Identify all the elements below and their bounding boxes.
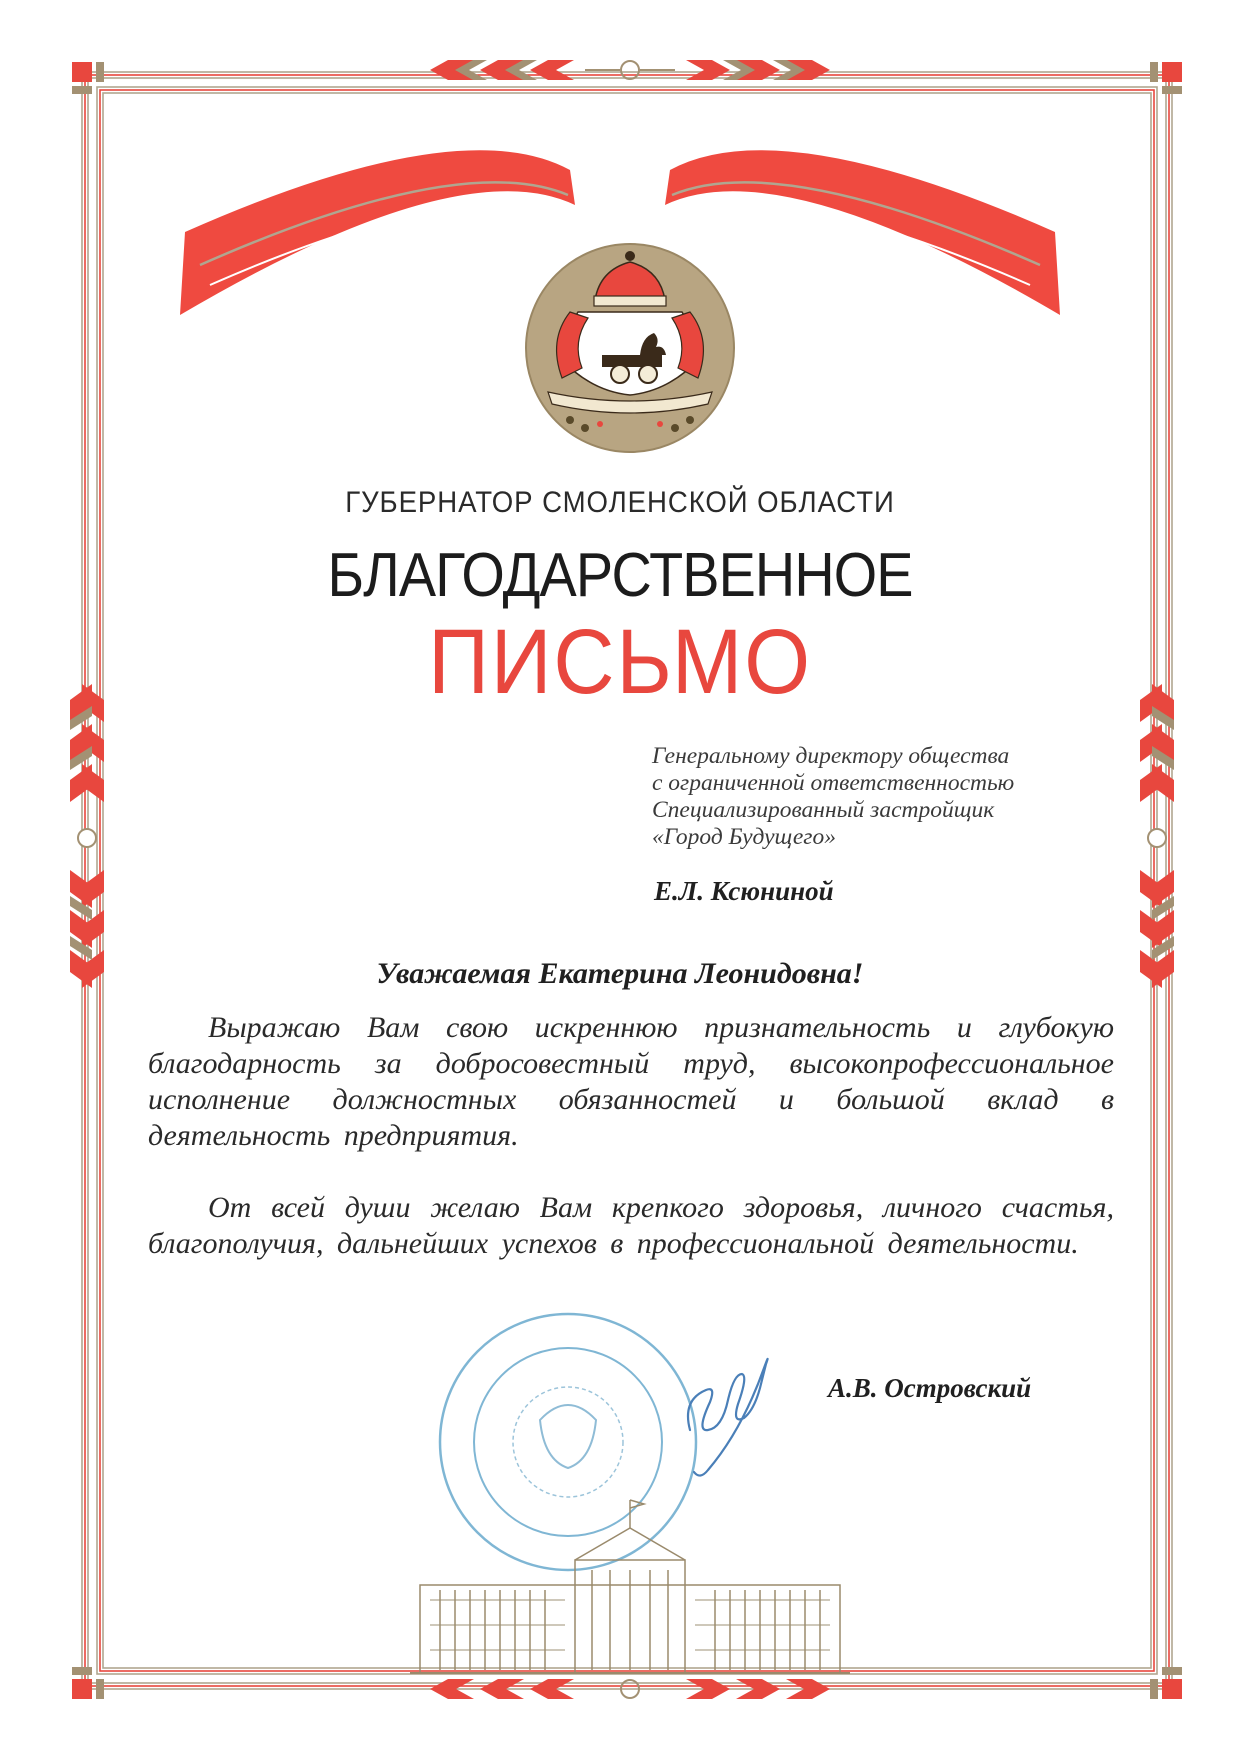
title-line-1: БЛАГОДАРСТВЕННОЕ xyxy=(327,541,913,610)
administration-building xyxy=(410,1500,850,1673)
addressee-line: с ограниченной ответственностью xyxy=(652,770,1015,796)
signature xyxy=(688,1359,768,1476)
addressee-name: Е.Л. Ксюниной xyxy=(654,876,834,906)
signatory-name: А.В. Островский xyxy=(828,1373,1032,1403)
body-paragraph: От всей души желаю Вам крепкого здоровья, личного счастья, благополучия, дальнейших успехов в профессиональной деятельности. xyxy=(148,1191,1114,1260)
addressee-line: Генеральному директору общества xyxy=(652,743,1010,769)
coat-of-arms-emblem xyxy=(526,244,734,452)
body-paragraph: Выражаю Вам свою искреннюю признательность и глубокую благодарность за добросовестный труд, высокопрофессиональное исполнение должностных обязанностей и большой вклад в деятельность предприятия. xyxy=(148,1011,1114,1152)
issuer-heading: ГУБЕРНАТОР СМОЛЕНСКОЙ ОБЛАСТИ xyxy=(345,486,895,519)
addressee-line: «Город Будущего» xyxy=(652,824,836,850)
official-stamp xyxy=(440,1314,696,1570)
title-line-2: ПИСЬМО xyxy=(428,611,812,713)
addressee-line: Специализированный застройщик xyxy=(652,797,995,823)
addressee-block xyxy=(652,743,1122,851)
greeting: Уважаемая Екатерина Леонидовна! xyxy=(376,957,864,990)
